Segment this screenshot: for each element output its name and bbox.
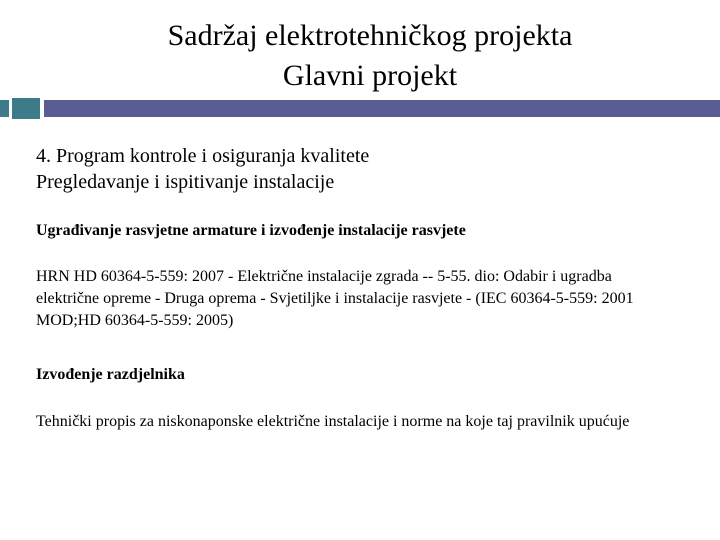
section-heading-line-1: 4. Program kontrole i osiguranja kvalitete bbox=[36, 145, 370, 167]
decorative-bar-right bbox=[44, 100, 720, 117]
section-heading-line-2: Pregledavanje i ispitivanje instalacije bbox=[36, 171, 335, 193]
decorative-bar-square bbox=[12, 98, 40, 119]
slide-title bbox=[0, 16, 720, 96]
block-text-distribution: Tehnički propis za niskonaponske električne instalacije i norme na koje taj pravilnik upućuje bbox=[36, 413, 630, 430]
section-heading bbox=[36, 143, 369, 195]
slide-title-line-1: Sadržaj elektrotehničkog projekta bbox=[167, 19, 573, 52]
decorative-bar-left bbox=[0, 100, 9, 117]
block-heading-lighting: Ugrađivanje rasvjetne armature i izvođenje instalacije rasvjete bbox=[36, 222, 466, 239]
block-text-lighting: HRN HD 60364-5-559: 2007 - Električne instalacije zgrada -- 5-55. dio: Odabir i ugradba električne opreme - Druga oprema - Svjetiljke i instalacije rasvjete - (IEC 60364-5-559: 2001 MOD;HD 60364-5-559: 2005) bbox=[36, 268, 634, 329]
block-heading-distribution: Izvođenje razdjelnika bbox=[36, 366, 185, 383]
slide-title-line-2: Glavni projekt bbox=[282, 59, 458, 92]
